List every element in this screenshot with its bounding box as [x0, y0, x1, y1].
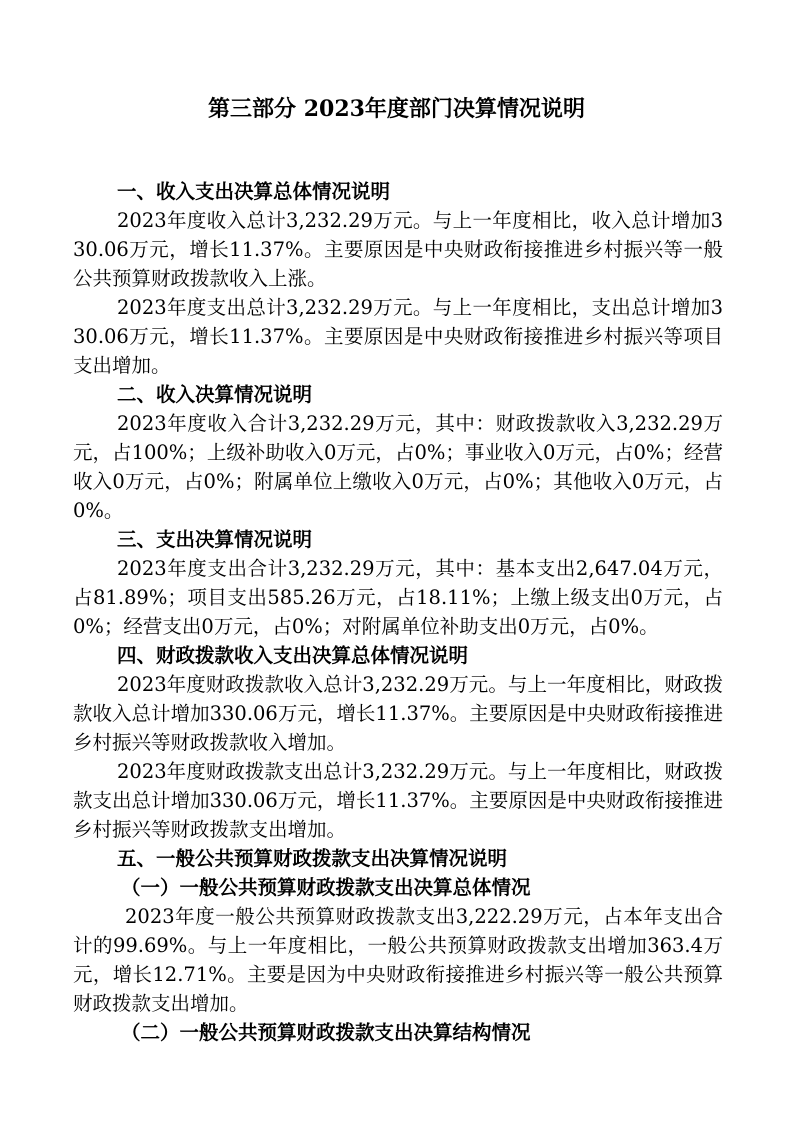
- subsection-heading-1: （一）一般公共预算财政拨款支出决算总体情况: [121, 876, 531, 899]
- page-title: 第三部分 2023年度部门决算情况说明: [208, 96, 585, 122]
- section-heading-3: 三、支出决算情况说明: [117, 528, 313, 551]
- paragraph: 2023年度收入总计3,232.29万元。与上一年度相比，收入总计增加330.06万元，增长11.37%。主要原因是中央财政衔接推进乡村振兴等一般公共预算财政拨款收入上涨。: [73, 209, 723, 290]
- paragraph: 2023年度财政拨款支出总计3,232.29万元。与上一年度相比，财政拨款支出总计增加330.06万元，增长11.37%。主要原因是中央财政衔接推进乡村振兴等财政拨款支出增加。: [73, 760, 723, 841]
- document-body: [73, 177, 723, 1047]
- paragraph: 2023年度支出总计3,232.29万元。与上一年度相比，支出总计增加330.06万元，增长11.37%。主要原因是中央财政衔接推进乡村振兴等项目支出增加。: [73, 296, 723, 377]
- paragraph: 2023年度财政拨款收入总计3,232.29万元。与上一年度相比，财政拨款收入总计增加330.06万元，增长11.37%。主要原因是中央财政衔接推进乡村振兴等财政拨款收入增加。: [73, 673, 723, 754]
- paragraph: 2023年度支出合计3,232.29万元，其中：基本支出2,647.04万元，占81.89%；项目支出585.26万元，占18.11%；上缴上级支出0万元，占0%；经营支出0万元，占0%；对附属单位补助支出0万元，占0%。: [73, 557, 723, 638]
- paragraph: 2023年度收入合计3,232.29万元，其中：财政拨款收入3,232.29万元，占100%；上级补助收入0万元，占0%；事业收入0万元，占0%；经营收入0万元，占0%；附属单位上缴收入0万元，占0%；其他收入0万元，占0%。: [73, 412, 723, 522]
- section-heading-1: 一、收入支出决算总体情况说明: [117, 180, 391, 203]
- section-heading-5: 五、一般公共预算财政拨款支出决算情况说明: [117, 847, 508, 870]
- section-heading-4: 四、财政拨款收入支出决算总体情况说明: [117, 644, 469, 667]
- section-heading-2: 二、收入决算情况说明: [117, 383, 313, 406]
- paragraph: 2023年度一般公共预算财政拨款支出3,222.29万元，占本年支出合计的99.69%。与上一年度相比，一般公共预算财政拨款支出增加363.4万元，增长12.71%。主要是因为中央财政衔接推进乡村振兴等一般公共预算财政拨款支出增加。: [73, 905, 723, 1015]
- subsection-heading-2: （二）一般公共预算财政拨款支出决算结构情况: [121, 1021, 531, 1044]
